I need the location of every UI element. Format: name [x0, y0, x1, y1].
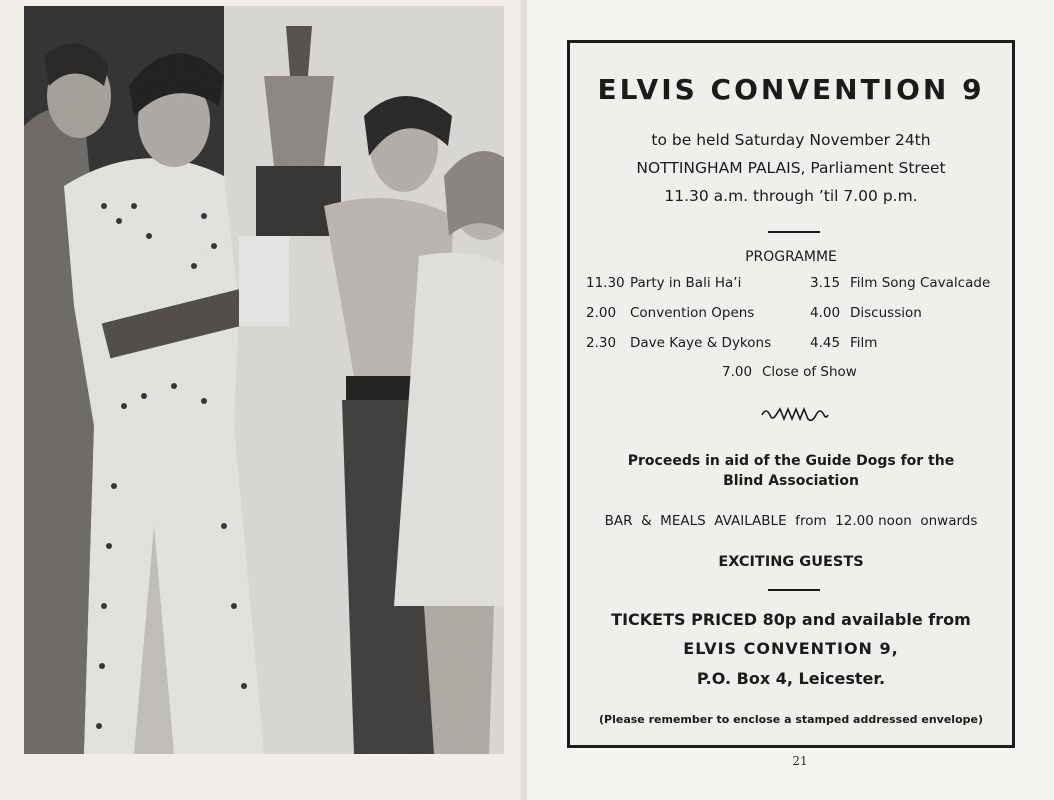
programme-row	[586, 364, 1000, 384]
event-venue: NOTTINGHAM PALAIS, Parliament Street	[636, 159, 946, 177]
photograph	[24, 6, 504, 754]
programme-heading: PROGRAMME	[745, 249, 837, 265]
address-line-1: ELVIS CONVENTION 9,	[683, 639, 899, 658]
divider-rule	[768, 589, 820, 591]
address-line-2: P.O. Box 4, Leicester.	[696, 669, 886, 688]
event-date: to be held Saturday November 24th	[651, 131, 931, 149]
programme-event: Convention Opens	[630, 305, 755, 321]
proceeds-line-2: Blind Association	[723, 473, 859, 489]
programme-row	[586, 335, 1000, 355]
programme-event: Film	[850, 335, 878, 351]
envelope-note: (Please remember to enclose a stamped addressed envelope)	[599, 713, 983, 726]
page-number: 21	[792, 754, 808, 768]
photograph-image	[24, 6, 504, 754]
programme-time: 3.15	[810, 275, 841, 291]
convention-poster	[567, 40, 1015, 748]
programme-event: Close of Show	[762, 364, 857, 380]
event-time: 11.30 a.m. through ’til 7.00 p.m.	[664, 187, 918, 205]
flourish-ornament-icon	[758, 405, 830, 425]
programme-time: 11.30	[586, 275, 625, 291]
tickets-line: TICKETS PRICED 80p and available from	[611, 610, 971, 629]
programme-time: 2.30	[586, 335, 617, 351]
programme-event: Film Song Cavalcade	[850, 275, 991, 291]
guests-heading: EXCITING GUESTS	[718, 554, 864, 570]
bar-meals-notice: BAR & MEALS AVAILABLE from 12.00 noon onwards	[604, 513, 978, 529]
divider-rule	[768, 231, 820, 233]
programme-event: Dave Kaye & Dykons	[630, 335, 772, 351]
programme-row	[586, 275, 1000, 295]
poster-title: ELVIS CONVENTION 9	[597, 73, 985, 106]
programme-time: 2.00	[586, 305, 617, 321]
programme-time: 4.00	[810, 305, 841, 321]
programme-event: Party in Bali Ha’i	[630, 275, 742, 291]
programme-time: 4.45	[810, 335, 841, 351]
programme-row	[586, 305, 1000, 325]
programme-event: Discussion	[850, 305, 922, 321]
programme-time: 7.00	[722, 364, 753, 380]
proceeds-line-1: Proceeds in aid of the Guide Dogs for the	[627, 453, 955, 469]
